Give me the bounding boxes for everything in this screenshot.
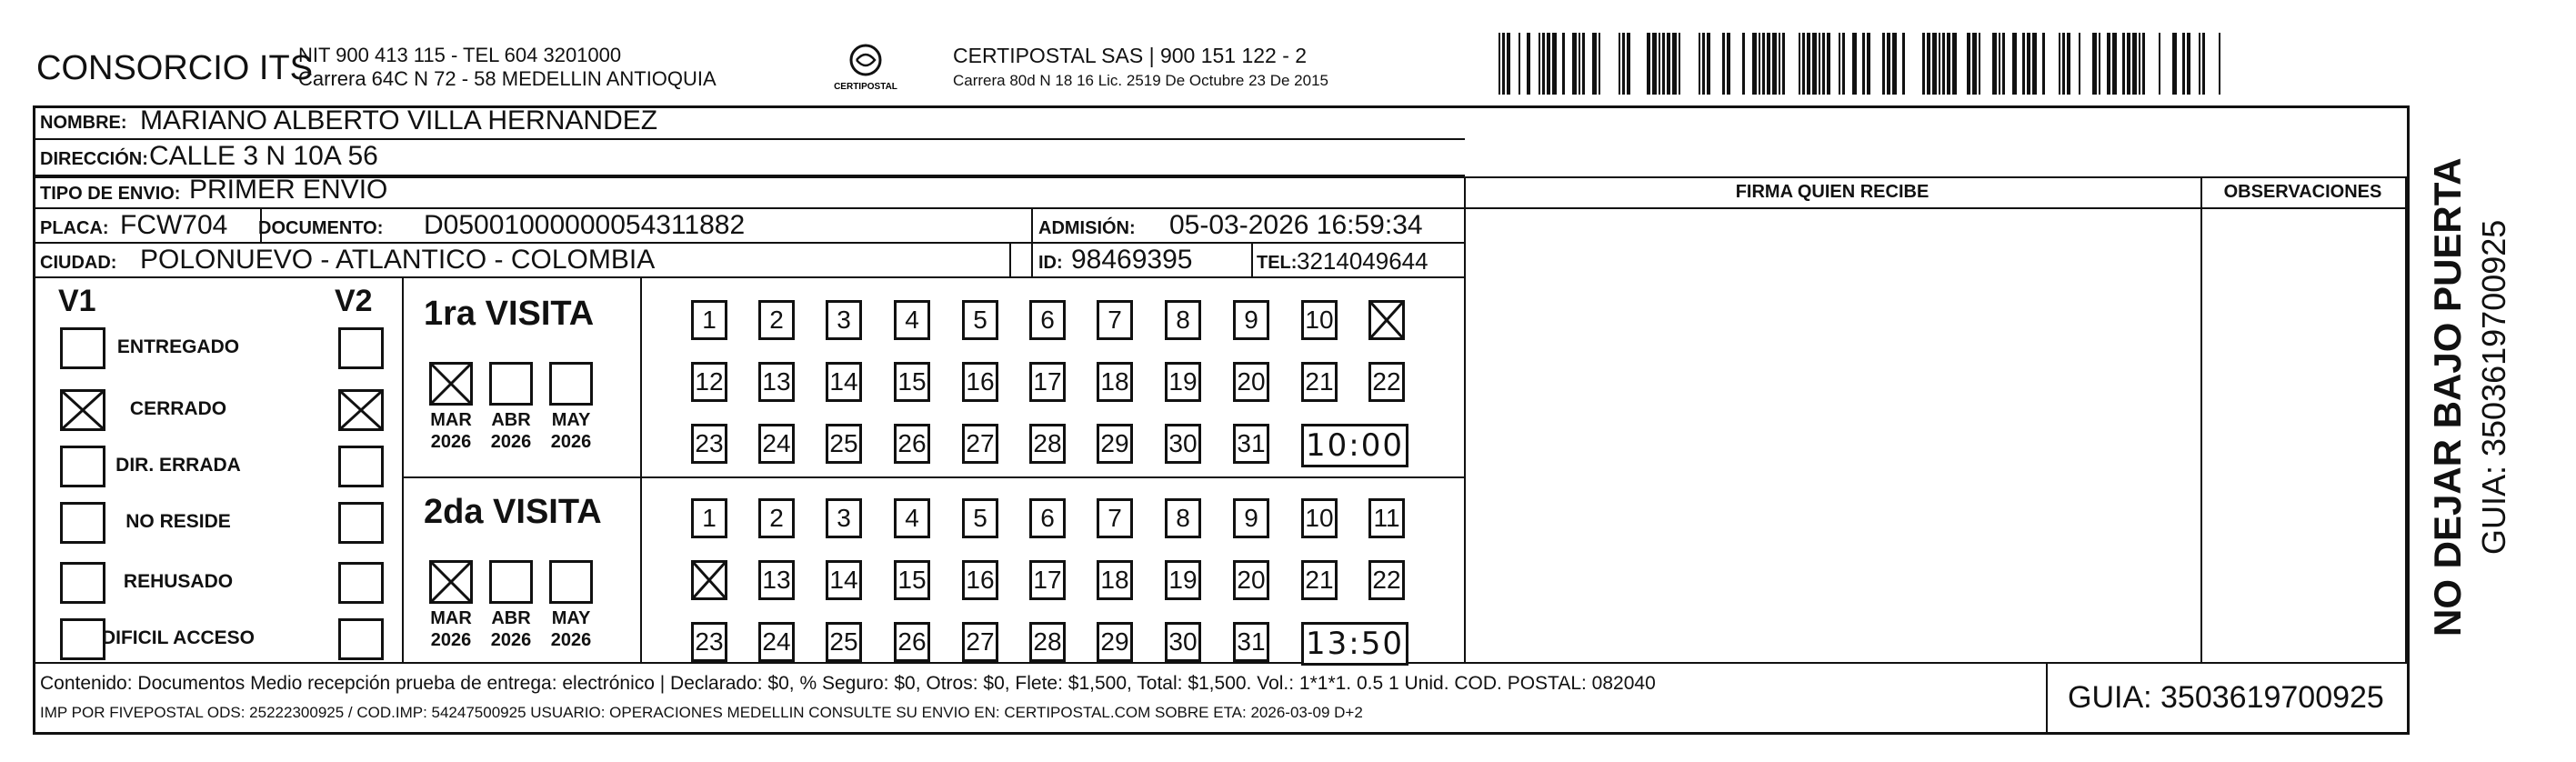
day-box[interactable]: 25 [826, 424, 862, 464]
v2-checkbox[interactable] [338, 618, 384, 660]
day-box[interactable]: 15 [894, 560, 930, 600]
day-box[interactable]: 29 [1097, 622, 1133, 662]
day-box[interactable]: 18 [1097, 362, 1133, 402]
day-box[interactable]: 21 [1301, 362, 1338, 402]
day-box[interactable]: 20 [1233, 362, 1269, 402]
logo-text: CERTIPOSTAL [834, 82, 897, 92]
firma-header: FIRMA QUIEN RECIBE [1735, 182, 1929, 202]
day-box[interactable]: 17 [1029, 560, 1066, 600]
observaciones-header: OBSERVACIONES [2223, 182, 2382, 202]
address-line: Carrera 64C N 72 - 58 MEDELLIN ANTIOQUIA [298, 67, 717, 90]
visit-title: 2da VISITA [424, 493, 602, 531]
day-box[interactable]: 6 [1029, 300, 1066, 340]
month-checkbox[interactable] [549, 560, 593, 604]
tipo-value: PRIMER ENVIO [189, 175, 388, 205]
admision-label: ADMISIÓN: [1038, 218, 1136, 238]
day-box[interactable]: 31 [1233, 622, 1269, 662]
row-tipo [33, 176, 1465, 209]
certipostal-line2: Carrera 80d N 18 16 Lic. 2519 De Octubre 23 De 2015 [953, 72, 1328, 89]
ciudad-value: POLONUEVO - ATLANTICO - COLOMBIA [140, 245, 656, 275]
row-nombre [33, 105, 1465, 140]
day-box[interactable]: 9 [1233, 498, 1269, 538]
day-box[interactable]: 30 [1165, 622, 1201, 662]
day-box[interactable]: 24 [758, 424, 795, 464]
day-box[interactable]: 12 [691, 362, 727, 402]
day-box[interactable]: 10 [1301, 498, 1338, 538]
v2-checkbox[interactable] [338, 446, 384, 487]
v2-checkbox[interactable] [338, 502, 384, 544]
v2-checkbox[interactable] [338, 562, 384, 604]
documento-label: DOCUMENTO: [258, 218, 384, 238]
nombre-value: MARIANO ALBERTO VILLA HERNANDEZ [140, 105, 658, 135]
day-box[interactable] [1368, 300, 1405, 340]
day-box[interactable]: 10 [1301, 300, 1338, 340]
day-box[interactable]: 13 [758, 362, 795, 402]
visit-time[interactable]: 10:00 [1301, 424, 1408, 467]
row-ciudad [33, 244, 1465, 278]
day-box[interactable]: 22 [1368, 362, 1405, 402]
status-option-label: DIR. ERRADA [115, 455, 241, 476]
day-box[interactable]: 2 [758, 300, 795, 340]
status-option-label: NO RESIDE [125, 511, 231, 532]
day-box[interactable]: 26 [894, 622, 930, 662]
day-box[interactable]: 11 [1368, 498, 1405, 538]
v2-label: V2 [335, 284, 373, 318]
month-label: MAR 2026 [430, 608, 472, 650]
day-box[interactable] [691, 560, 727, 600]
row-placa [33, 209, 1465, 244]
day-box[interactable]: 20 [1233, 560, 1269, 600]
admision-value: 05-03-2026 16:59:34 [1169, 210, 1423, 240]
status-option-label: DIFICIL ACCESO [101, 627, 255, 648]
no-dejar-text: NO DEJAR BAJO PUERTA [2426, 157, 2469, 637]
month-label: MAY 2026 [550, 608, 592, 650]
month-label: ABR 2026 [490, 608, 532, 650]
footer-line2: IMP POR FIVEPOSTAL ODS: 25222300925 / COD.IMP: 54247500925 USUARIO: OPERACIONES MEDELLIN CONSULTE SU ENVIO EN: CERTIPOSTAL.COM SOBRE ETA: 2026-03-09 D+2 [40, 704, 1363, 721]
month-label: MAY 2026 [550, 410, 592, 452]
certipostal-line1: CERTIPOSTAL SAS | 900 151 122 - 2 [953, 44, 1308, 67]
day-box[interactable]: 24 [758, 622, 795, 662]
day-box[interactable]: 15 [894, 362, 930, 402]
day-box[interactable]: 4 [894, 300, 930, 340]
day-box[interactable]: 27 [962, 622, 998, 662]
visit-title: 1ra VISITA [424, 295, 595, 333]
day-box[interactable]: 8 [1165, 498, 1201, 538]
day-box[interactable]: 28 [1029, 622, 1066, 662]
day-box[interactable]: 9 [1233, 300, 1269, 340]
day-box[interactable]: 22 [1368, 560, 1405, 600]
ciudad-label: CIUDAD: [40, 253, 117, 273]
v1-label: V1 [58, 284, 96, 318]
day-box[interactable]: 1 [691, 300, 727, 340]
day-box[interactable]: 3 [826, 300, 862, 340]
day-box[interactable]: 31 [1233, 424, 1269, 464]
day-box[interactable]: 23 [691, 622, 727, 662]
visit-time[interactable]: 13:50 [1301, 622, 1408, 666]
day-box[interactable]: 2 [758, 498, 795, 538]
day-box[interactable]: 14 [826, 362, 862, 402]
day-box[interactable]: 16 [962, 362, 998, 402]
id-value: 98469395 [1071, 245, 1193, 275]
id-label: ID: [1038, 253, 1063, 273]
side-text-block [2408, 127, 2571, 655]
month-checkbox[interactable] [429, 362, 473, 406]
side-guia-text: GUIA: 3503619700925 [2475, 219, 2512, 555]
direccion-label: DIRECCIÓN: [40, 149, 148, 169]
nombre-label: NOMBRE: [40, 113, 127, 133]
footer-guia: GUIA: 3503619700925 [2068, 680, 2384, 715]
direccion-value: CALLE 3 N 10A 56 [149, 141, 378, 171]
day-box[interactable]: 19 [1165, 362, 1201, 402]
footer-line1: Contenido: Documentos Medio recepción prueba de entrega: electrónico | Declarado: $0, % Seguro: $0, Otros: $0, Flete: $1,500, Total: $1,500. Vol.: 1*1*1. 0.5 1 Unid. COD. POSTAL: 082040 [40, 673, 1656, 694]
day-box[interactable]: 17 [1029, 362, 1066, 402]
placa-value: FCW704 [120, 210, 228, 240]
nit-line: NIT 900 413 115 - TEL 604 3201000 [298, 44, 622, 66]
day-box[interactable]: 26 [894, 424, 930, 464]
month-checkbox[interactable] [489, 362, 533, 406]
certipostal-logo [824, 42, 907, 98]
month-label: ABR 2026 [490, 410, 532, 452]
day-box[interactable]: 23 [691, 424, 727, 464]
day-box[interactable]: 4 [894, 498, 930, 538]
v2-checkbox[interactable] [338, 389, 384, 431]
day-box[interactable]: 18 [1097, 560, 1133, 600]
day-box[interactable]: 7 [1097, 300, 1133, 340]
tipo-label: TIPO DE ENVIO: [40, 184, 181, 204]
status-option-label: ENTREGADO [116, 336, 240, 357]
day-box[interactable]: 6 [1029, 498, 1066, 538]
day-box[interactable]: 16 [962, 560, 998, 600]
tel-label: TEL: [1257, 253, 1298, 273]
day-box[interactable]: 30 [1165, 424, 1201, 464]
status-option-label: CERRADO [129, 398, 227, 419]
v2-checkbox[interactable] [338, 327, 384, 369]
day-box[interactable]: 5 [962, 300, 998, 340]
day-box[interactable]: 19 [1165, 560, 1201, 600]
day-box[interactable]: 29 [1097, 424, 1133, 464]
company-name: CONSORCIO ITS [36, 49, 314, 87]
day-box[interactable]: 13 [758, 560, 795, 600]
day-box[interactable]: 5 [962, 498, 998, 538]
row-direccion [33, 140, 1465, 176]
day-box[interactable]: 28 [1029, 424, 1066, 464]
day-box[interactable]: 7 [1097, 498, 1133, 538]
day-box[interactable]: 3 [826, 498, 862, 538]
tel-value: 3214049644 [1297, 247, 1428, 275]
month-checkbox[interactable] [429, 560, 473, 604]
documento-value: D05001000000054311882 [424, 210, 746, 240]
day-box[interactable]: 21 [1301, 560, 1338, 600]
placa-label: PLACA: [40, 218, 109, 238]
day-box[interactable]: 8 [1165, 300, 1201, 340]
month-checkbox[interactable] [549, 362, 593, 406]
month-checkbox[interactable] [489, 560, 533, 604]
barcode [1498, 33, 2226, 95]
day-box[interactable]: 27 [962, 424, 998, 464]
status-option-label: REHUSADO [123, 571, 234, 592]
month-label: MAR 2026 [430, 410, 472, 452]
day-box[interactable]: 14 [826, 560, 862, 600]
day-box[interactable]: 1 [691, 498, 727, 538]
day-box[interactable]: 25 [826, 622, 862, 662]
